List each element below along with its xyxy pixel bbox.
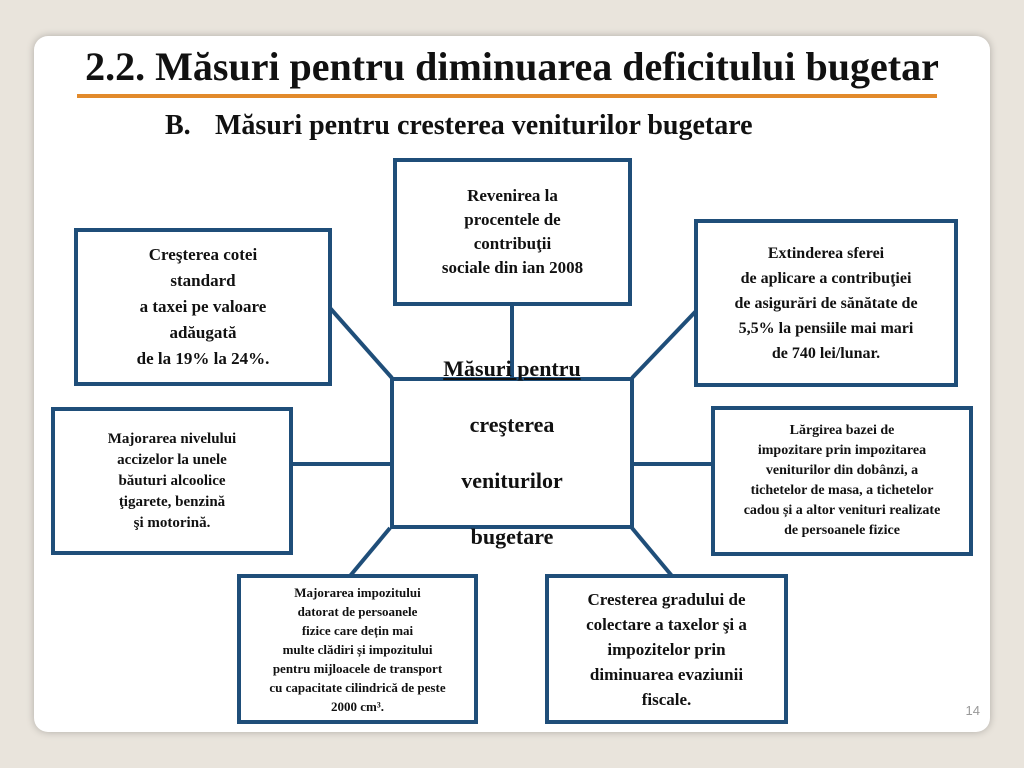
center-line-2: creşterea: [469, 412, 555, 437]
box-center: [390, 356, 634, 549]
box-top-left-text: Creşterea cotei standard a taxei pe valoare adăugată de la 19% la 24%.: [136, 245, 270, 368]
box-top-right-text: Extinderea sferei de aplicare a contribuţiei de asigurări de sănătate de 5,5% la pensiile mai mari de 740 lei/lunar.: [734, 244, 918, 362]
box-mid-left-text: Majorarea nivelului accizelor la unele băuturi alcoolice ţigarete, benzină şi motorină.: [107, 430, 237, 531]
box-top-center: [393, 158, 632, 306]
box-top-center-text: Revenirea la procentele de contribuţii sociale din ian 2008: [441, 186, 584, 277]
box-bottom-left: [237, 574, 478, 724]
box-top-right: [694, 219, 958, 387]
connector-top-right: [632, 310, 697, 378]
box-bottom-right: [545, 574, 788, 724]
center-line-1: Măsuri pentru: [443, 356, 581, 381]
box-top-left: [74, 228, 332, 386]
box-bottom-left-text: Majorarea impozitului datorat de persoanele fizice care dețin mai multe clădiri și impozitului pentru mijloacele de transport cu capacitate cilindrică de peste 2000 cm³.: [269, 584, 446, 714]
box-mid-right-text: Lărgirea bazei de impozitare prin impozitarea veniturilor din dobânzi, a tichetelor de masa, a tichetelor cadou și a altor venituri realizate de persoanele fizice: [743, 423, 941, 538]
connector-bottom-left: [350, 528, 390, 576]
subtitle-letter: B.: [165, 110, 191, 141]
connector-bottom-right: [632, 528, 672, 576]
center-title: [443, 327, 581, 579]
box-mid-left: [51, 407, 293, 555]
subtitle-text: Măsuri pentru cresterea veniturilor bugetare: [215, 110, 753, 141]
box-bottom-right-text: Cresterea gradului de colectare a taxelor şi a impozitelor prin diminuarea evaziunii fiscale.: [586, 589, 747, 709]
center-line-3: veniturilor: [461, 468, 563, 493]
slide-title: 2.2. Măsuri pentru diminuarea deficitului bugetar: [85, 44, 939, 89]
box-mid-right: [711, 406, 973, 556]
center-line-4: bugetare: [470, 524, 554, 549]
connector-top-left: [330, 308, 392, 378]
page-number: 14: [965, 703, 980, 718]
